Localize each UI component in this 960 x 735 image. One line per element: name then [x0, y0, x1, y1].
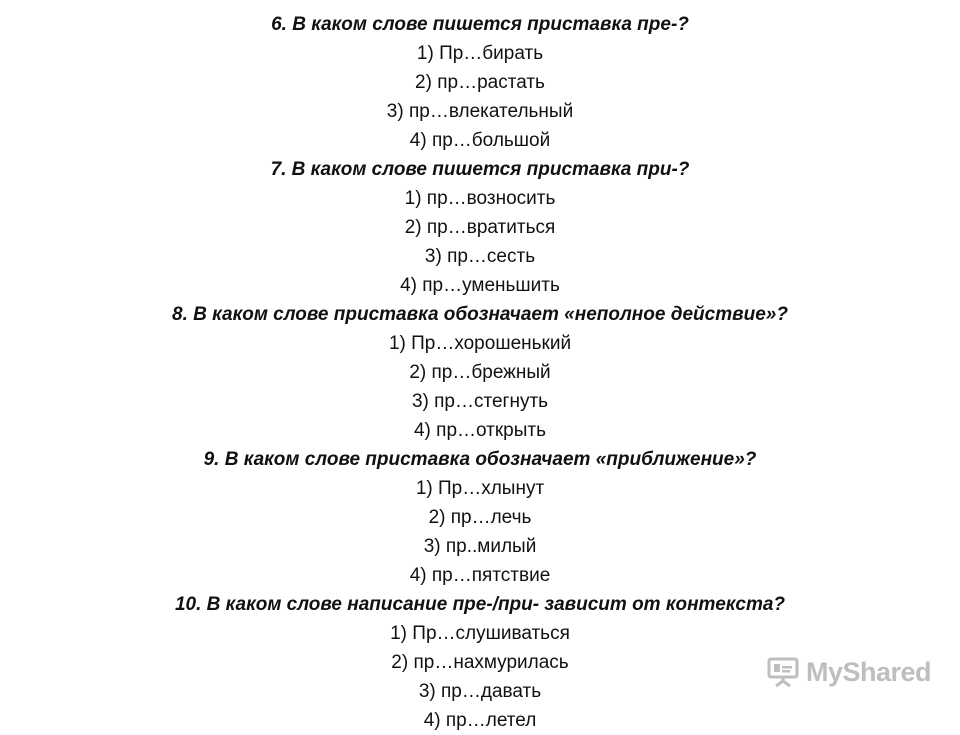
question-7-option-1: 1) пр…возносить: [404, 188, 556, 209]
question-7-option-4: 4) пр…уменьшить: [400, 275, 560, 296]
question-10-option-1: 1) Пр…слушиваться: [390, 623, 570, 644]
question-9-option-3: 3) пр..милый: [423, 536, 537, 557]
question-6-option-1: 1) Пр…бирать: [416, 43, 544, 64]
question-8-option-4: 4) пр…открыть: [413, 420, 547, 441]
question-8-title: 8. В каком слове приставка обозначает «неполное действие»?: [172, 304, 788, 325]
presentation-board-icon: [766, 655, 800, 689]
question-9-title: 9. В каком слове приставка обозначает «приближение»?: [203, 449, 757, 470]
question-8-option-2: 2) пр…брежный: [409, 362, 551, 383]
question-9-option-4: 4) пр…пятствие: [409, 565, 551, 586]
myshared-watermark: [766, 655, 931, 689]
question-10-option-3: 3) пр…давать: [418, 681, 542, 702]
question-6-title: 6. В каком слове пишется приставка пре-?: [271, 14, 689, 35]
question-8-option-3: 3) пр…стегнуть: [411, 391, 549, 412]
question-8-option-1: 1) Пр…хорошенький: [388, 333, 572, 354]
question-7-option-2: 2) пр…вратиться: [404, 217, 556, 238]
question-9-option-2: 2) пр…лечь: [428, 507, 532, 528]
question-6-option-3: 3) пр…влекательный: [386, 101, 574, 122]
question-6-option-2: 2) пр…растать: [415, 72, 545, 93]
question-9-option-1: 1) Пр…хлынут: [415, 478, 545, 499]
question-7-title: 7. В каком слове пишется приставка при-?: [270, 159, 690, 180]
question-7-option-3: 3) пр…сесть: [424, 246, 536, 267]
question-10-option-2: 2) пр…нахмурилась: [391, 652, 569, 673]
question-6-option-4: 4) пр…большой: [409, 130, 551, 151]
question-10-title: 10. В каком слове написание пре-/при- зависит от контекста?: [174, 594, 786, 615]
watermark-label: MyShared: [806, 656, 932, 687]
quiz-sheet: [0, 10, 960, 735]
question-10-option-4: 4) пр…летел: [423, 710, 537, 731]
